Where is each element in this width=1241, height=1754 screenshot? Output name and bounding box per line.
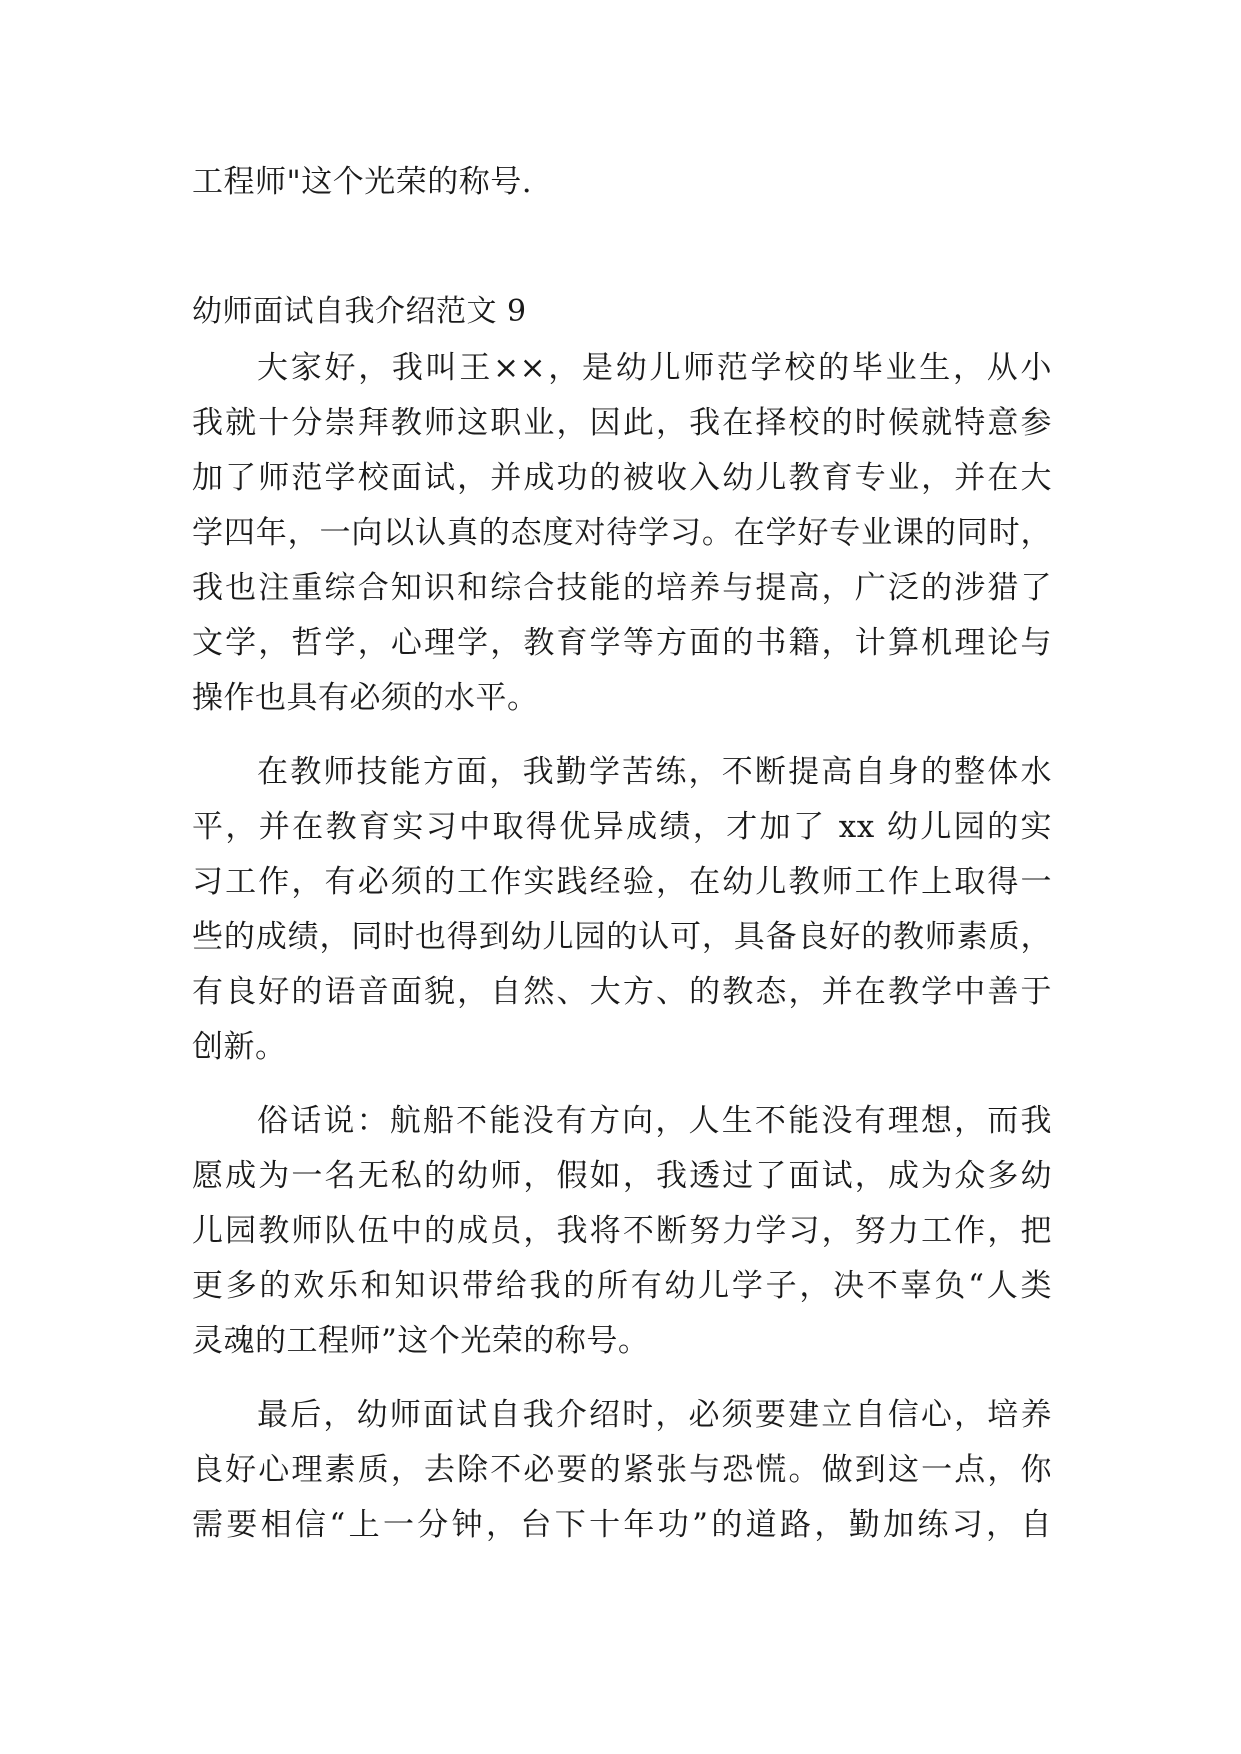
paragraph-line: 更多的欢乐和知识带给我的所有幼儿学子，决不辜负“人类	[192, 1268, 1052, 1304]
paragraph-line: 平，并在教育实习中取得优异成绩，才加了 xx 幼儿园的实	[192, 809, 1052, 845]
paragraph-line: 儿园教师队伍中的成员，我将不断努力学习，努力工作，把	[192, 1213, 1052, 1249]
paragraph-line: 良好心理素质，去除不必要的紧张与恐慌。做到这一点，你	[192, 1452, 1052, 1488]
paragraph-line: 加了师范学校面试，并成功的被收入幼儿教育专业，并在大	[192, 460, 1052, 496]
paragraph-line: 俗话说：航船不能没有方向，人生不能没有理想，而我	[257, 1103, 1052, 1139]
continuation-line: 工程师"这个光荣的称号.	[192, 164, 533, 200]
section-heading: 幼师面试自我介绍范文 9	[192, 294, 527, 329]
paragraph-line: 在教师技能方面，我勤学苦练，不断提高自身的整体水	[257, 754, 1052, 790]
paragraph-line: 创新。	[192, 1029, 287, 1065]
paragraph-line: 操作也具有必须的水平。	[192, 680, 539, 716]
paragraph-line: 灵魂的工程师”这个光荣的称号。	[192, 1323, 650, 1359]
paragraph-line: 有良好的语音面貌，自然、大方、的教态，并在教学中善于	[192, 974, 1052, 1010]
paragraph-line: 我就十分崇拜教师这职业，因此，我在择校的时候就特意参	[192, 405, 1052, 441]
paragraph-line: 我也注重综合知识和综合技能的培养与提高，广泛的涉猎了	[192, 570, 1052, 606]
paragraph-line: 学四年，一向以认真的态度对待学习。在学好专业课的同时，	[192, 515, 1052, 551]
paragraph-line: 些的成绩，同时也得到幼儿园的认可，具备良好的教师素质，	[192, 919, 1052, 955]
paragraph-line: 最后，幼师面试自我介绍时，必须要建立自信心，培养	[257, 1397, 1052, 1433]
paragraph-line: 大家好，我叫王××，是幼儿师范学校的毕业生，从小	[257, 350, 1052, 386]
paragraph-line: 愿成为一名无私的幼师，假如，我透过了面试，成为众多幼	[192, 1158, 1052, 1194]
paragraph-line: 习工作，有必须的工作实践经验，在幼儿教师工作上取得一	[192, 864, 1052, 900]
paragraph-line: 文学，哲学，心理学，教育学等方面的书籍，计算机理论与	[192, 625, 1052, 661]
paragraph-line: 需要相信“上一分钟，台下十年功”的道路，勤加练习，自	[192, 1507, 1052, 1543]
